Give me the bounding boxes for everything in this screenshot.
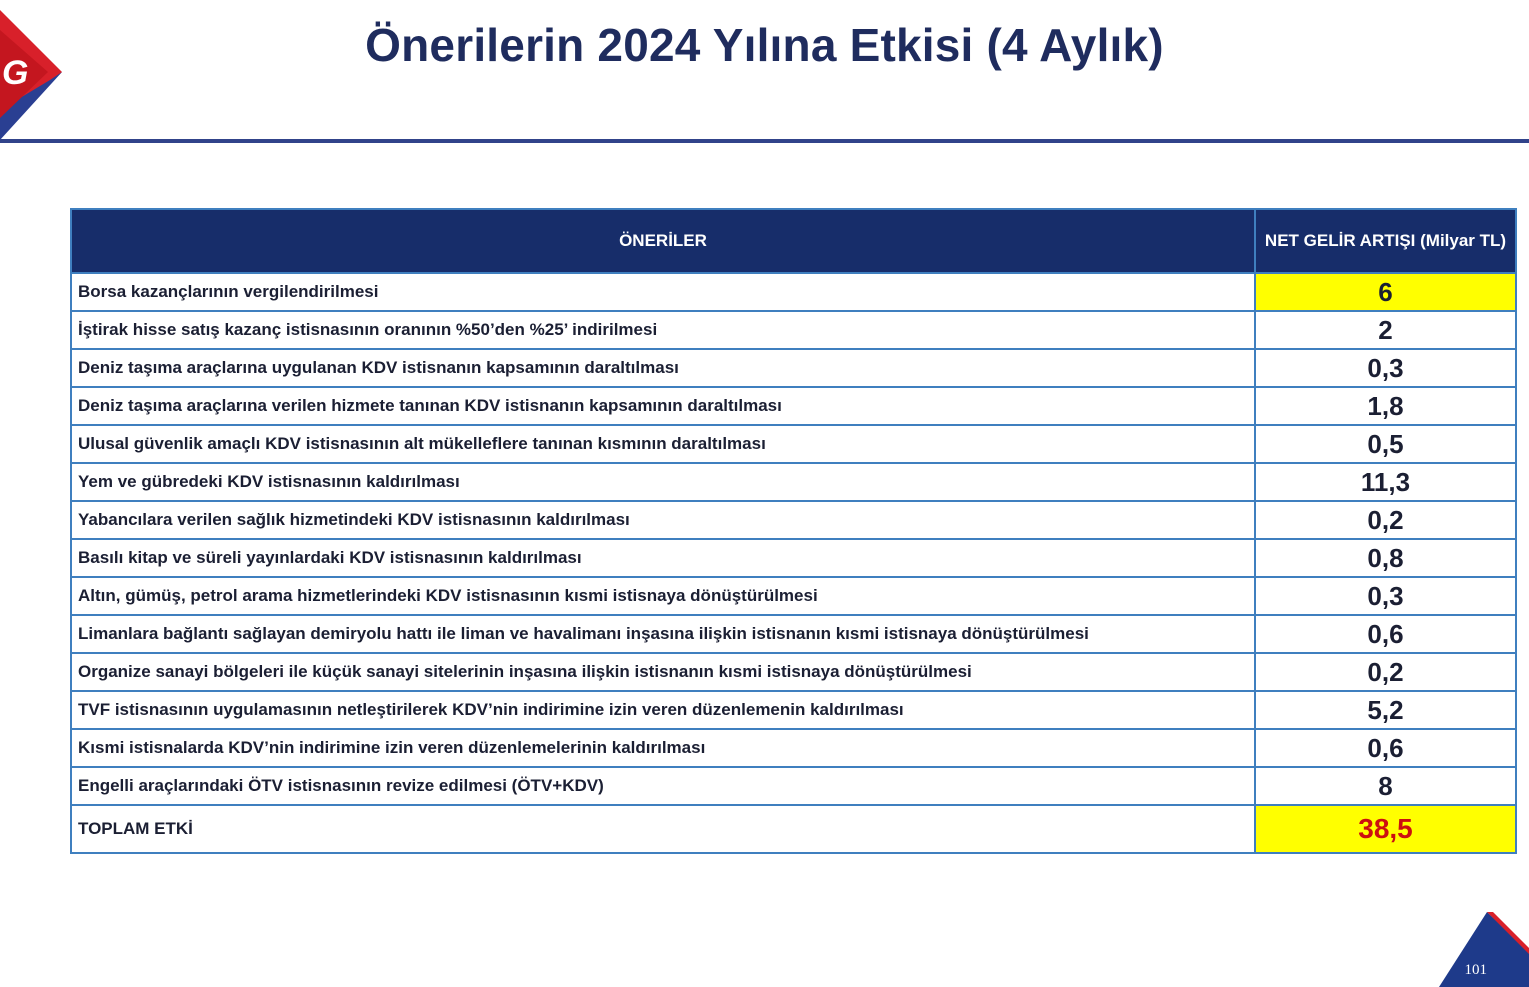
page-number: 101 bbox=[1464, 962, 1487, 978]
proposal-cell: Altın, gümüş, petrol arama hizmetlerindeki KDV istisnasının kısmi istisnaya dönüştürülmesi bbox=[71, 577, 1255, 615]
table-row bbox=[71, 691, 1516, 729]
value-cell: 0,8 bbox=[1255, 539, 1516, 577]
proposal-cell: Engelli araçlarındaki ÖTV istisnasının revize edilmesi (ÖTV+KDV) bbox=[71, 767, 1255, 805]
table-row bbox=[71, 767, 1516, 805]
proposal-cell: Kısmi istisnalarda KDV’nin indirimine izin veren düzenlemelerinin kaldırılması bbox=[71, 729, 1255, 767]
table-row bbox=[71, 425, 1516, 463]
logo-text: G bbox=[2, 54, 29, 92]
proposal-cell: Borsa kazançlarının vergilendirilmesi bbox=[71, 273, 1255, 311]
value-cell: 0,2 bbox=[1255, 501, 1516, 539]
table-row bbox=[71, 729, 1516, 767]
value-cell: 0,6 bbox=[1255, 615, 1516, 653]
value-cell: 0,5 bbox=[1255, 425, 1516, 463]
table-row bbox=[71, 539, 1516, 577]
table-row bbox=[71, 653, 1516, 691]
value-cell: 1,8 bbox=[1255, 387, 1516, 425]
proposal-cell: Ulusal güvenlik amaçlı KDV istisnasının alt mükelleflere tanınan kısmının daraltılması bbox=[71, 425, 1255, 463]
table-row bbox=[71, 577, 1516, 615]
value-cell: 0,3 bbox=[1255, 577, 1516, 615]
header-net-revenue: NET GELİR ARTIŞI (Milyar TL) bbox=[1255, 209, 1516, 273]
value-cell: 0,6 bbox=[1255, 729, 1516, 767]
table-row bbox=[71, 311, 1516, 349]
table-row bbox=[71, 615, 1516, 653]
value-cell: 2 bbox=[1255, 311, 1516, 349]
table-header-row bbox=[71, 209, 1516, 273]
value-cell: 0,3 bbox=[1255, 349, 1516, 387]
total-label: TOPLAM ETKİ bbox=[71, 805, 1255, 853]
proposal-cell: Basılı kitap ve süreli yayınlardaki KDV istisnasının kaldırılması bbox=[71, 539, 1255, 577]
proposal-cell: İştirak hisse satış kazanç istisnasının oranının %50’den %25’ indirilmesi bbox=[71, 311, 1255, 349]
value-cell: 0,2 bbox=[1255, 653, 1516, 691]
total-row bbox=[71, 805, 1516, 853]
proposal-cell: Yabancılara verilen sağlık hizmetindeki KDV istisnasının kaldırılması bbox=[71, 501, 1255, 539]
value-cell: 11,3 bbox=[1255, 463, 1516, 501]
table-row bbox=[71, 387, 1516, 425]
proposal-cell: Organize sanayi bölgeleri ile küçük sanayi sitelerinin inşasına ilişkin istisnanın kısmi istisnaya dönüştürülmesi bbox=[71, 653, 1255, 691]
value-cell: 6 bbox=[1255, 273, 1516, 311]
proposal-cell: TVF istisnasının uygulamasının netleştirilerek KDV’nin indirimine izin veren düzenlemenin kaldırılması bbox=[71, 691, 1255, 729]
header-divider bbox=[0, 139, 1529, 143]
proposal-cell: Yem ve gübredeki KDV istisnasının kaldırılması bbox=[71, 463, 1255, 501]
value-cell: 8 bbox=[1255, 767, 1516, 805]
total-value: 38,5 bbox=[1255, 805, 1516, 853]
table-row bbox=[71, 349, 1516, 387]
table-row bbox=[71, 463, 1516, 501]
proposal-cell: Deniz taşıma araçlarına verilen hizmete tanınan KDV istisnanın kapsamının daraltılması bbox=[71, 387, 1255, 425]
proposal-cell: Limanlara bağlantı sağlayan demiryolu hattı ile liman ve havalimanı inşasına ilişkin istisnanın kısmi istisnaya dönüştürülmesi bbox=[71, 615, 1255, 653]
table-row bbox=[71, 273, 1516, 311]
value-cell: 5,2 bbox=[1255, 691, 1516, 729]
proposal-cell: Deniz taşıma araçlarına uygulanan KDV istisnanın kapsamının daraltılması bbox=[71, 349, 1255, 387]
header-proposals: ÖNERİLER bbox=[71, 209, 1255, 273]
table-row bbox=[71, 501, 1516, 539]
proposals-table bbox=[70, 208, 1517, 854]
page-title: Önerilerin 2024 Yılına Etkisi (4 Aylık) bbox=[365, 19, 1164, 71]
